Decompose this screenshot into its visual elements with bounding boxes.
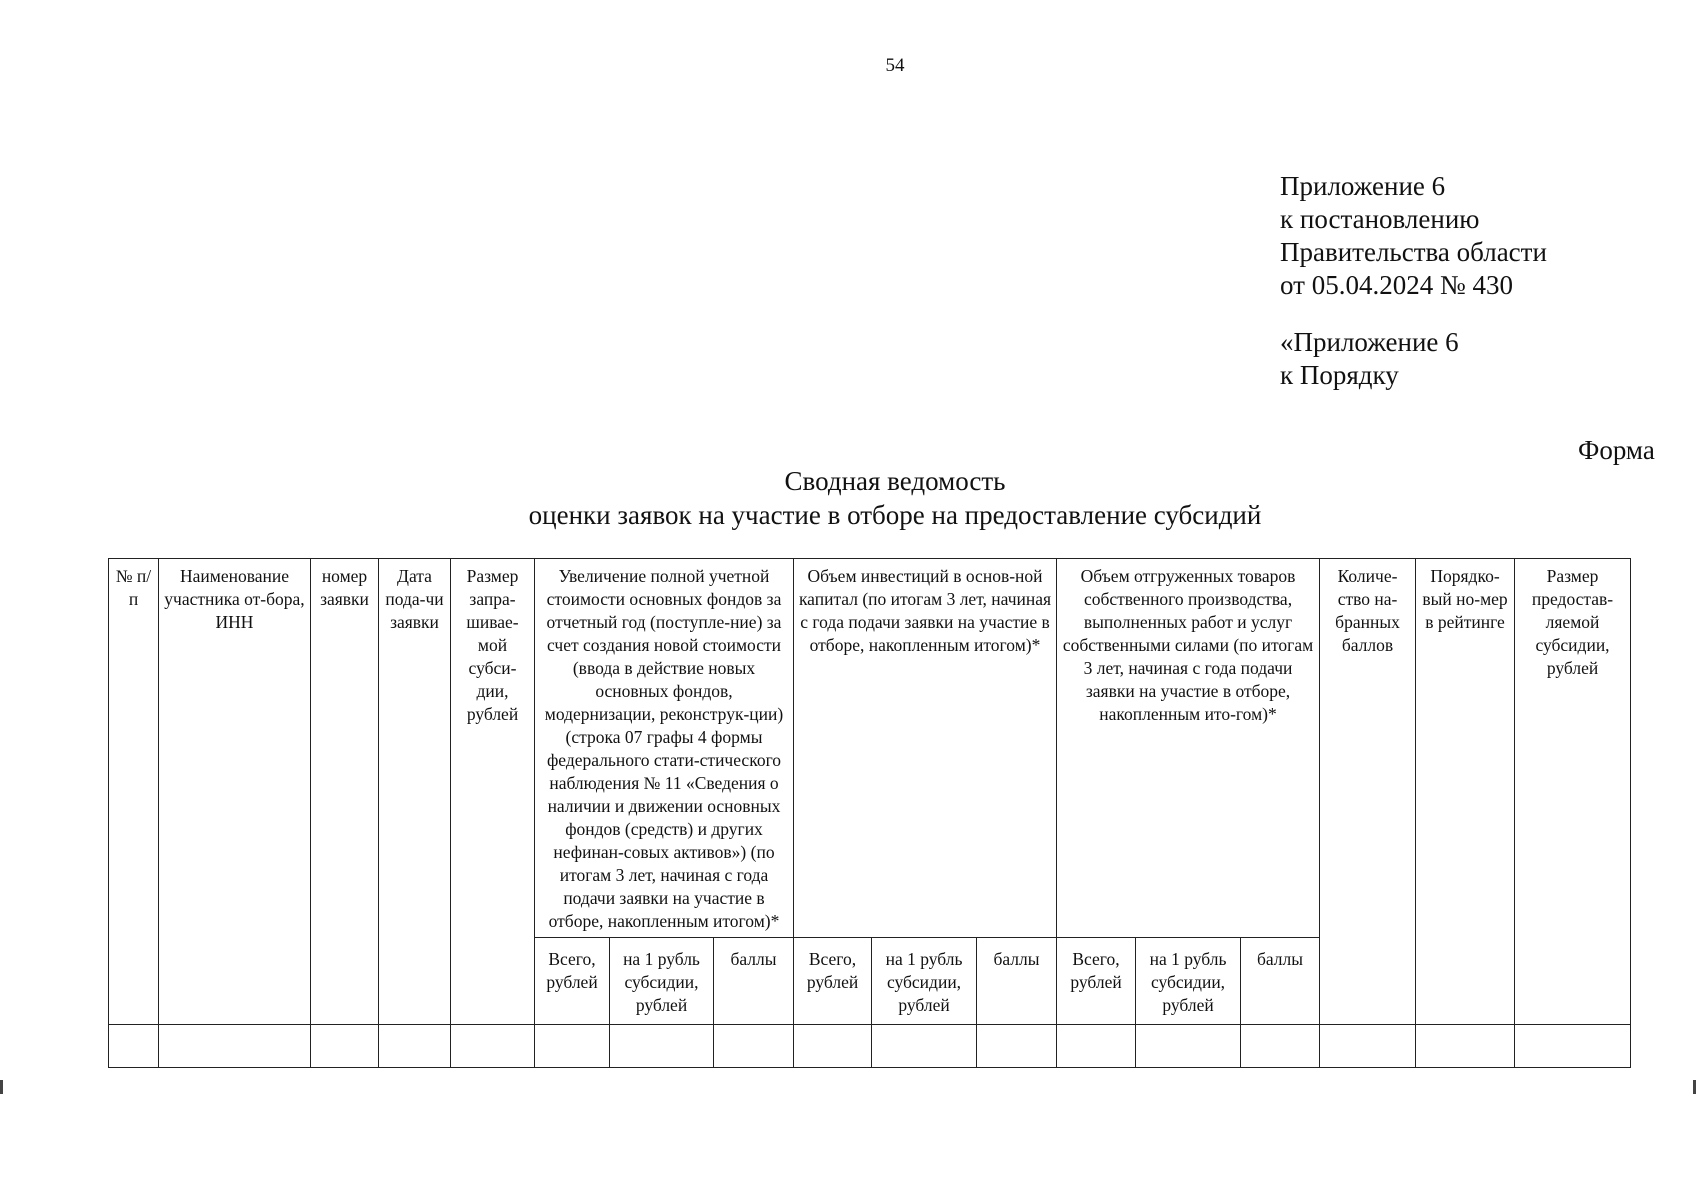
header-cost-increase: Увеличение полной учетной стоимости основных фондов за отчетный год (поступле-ние) за счет создания новой стоимости (ввода в действие новых основных фондов, модернизации, реконструк-ции) (строка 07 графы 4 формы федерального стати-стического наблюдения № 11 «Сведения о наличии и движении основных фондов (средств) и других нефинан-совых активов») (по итогам 3 лет, начиная с года подачи заявки на участие в отборе, накопленным итогом)* xyxy=(535,559,794,938)
table-cell xyxy=(1416,1025,1515,1068)
summary-table xyxy=(108,558,1631,1068)
table-cell xyxy=(379,1025,451,1068)
header-rank: Порядко-вый но-мер в рейтинге xyxy=(1416,559,1515,1025)
table-row xyxy=(109,1025,1631,1068)
appendix-line: Приложение 6 xyxy=(1280,171,1446,201)
appendix-block xyxy=(1280,170,1547,392)
table-cell xyxy=(1057,1025,1136,1068)
table-cell xyxy=(872,1025,977,1068)
form-label: Форма xyxy=(1578,435,1655,465)
table-cell xyxy=(451,1025,535,1068)
subheader-per-ruble: на 1 рубль субсидии, рублей xyxy=(872,938,977,1025)
header-app-number: номер заявки xyxy=(311,559,379,1025)
table-cell xyxy=(109,1025,159,1068)
page-number: 54 xyxy=(885,55,905,76)
table-cell xyxy=(714,1025,794,1068)
header-num: № п/п xyxy=(109,559,159,1025)
header-shipped: Объем отгруженных товаров собственного производства, выполненных работ и услуг собственными силами (по итогам 3 лет, начиная с года подачи заявки на участие в отборе, накопленным ито-гом)* xyxy=(1057,559,1320,938)
appendix-line: к постановлению xyxy=(1280,204,1480,234)
document-title xyxy=(0,464,1697,532)
table-cell xyxy=(311,1025,379,1068)
subheader-points: баллы xyxy=(714,938,794,1025)
subheader-total: Всего, рублей xyxy=(794,938,872,1025)
header-row xyxy=(109,559,1631,938)
table-cell xyxy=(794,1025,872,1068)
scan-edge-mark xyxy=(1693,1080,1696,1094)
subheader-points: баллы xyxy=(977,938,1057,1025)
title-line: Сводная ведомость xyxy=(784,466,1006,496)
header-participant: Наименование участника от-бора, ИНН xyxy=(159,559,311,1025)
header-points-total: Количе-ство на-бранных баллов xyxy=(1320,559,1416,1025)
title-line: оценки заявок на участие в отборе на предоставление субсидий xyxy=(528,500,1262,530)
table-cell xyxy=(1515,1025,1631,1068)
table-cell xyxy=(159,1025,311,1068)
appendix-line: к Порядку xyxy=(1280,360,1399,390)
table-cell xyxy=(977,1025,1057,1068)
subheader-points: баллы xyxy=(1241,938,1320,1025)
table-cell xyxy=(535,1025,610,1068)
header-investment: Объем инвестиций в основ-ной капитал (по итогам 3 лет, начиная с года подачи заявки на участие в отборе, накопленным итогом)* xyxy=(794,559,1057,938)
subheader-per-ruble: на 1 рубль субсидии, рублей xyxy=(610,938,714,1025)
header-date: Дата пода-чи заявки xyxy=(379,559,451,1025)
appendix-line: Правительства области xyxy=(1280,237,1547,267)
table-cell xyxy=(1241,1025,1320,1068)
scan-edge-mark xyxy=(0,1080,3,1094)
table-cell xyxy=(1320,1025,1416,1068)
subheader-total: Всего, рублей xyxy=(1057,938,1136,1025)
appendix-line: «Приложение 6 xyxy=(1280,327,1459,357)
subheader-total: Всего, рублей xyxy=(535,938,610,1025)
subheader-per-ruble: на 1 рубль субсидии, рублей xyxy=(1136,938,1241,1025)
table-cell xyxy=(1136,1025,1241,1068)
table-cell xyxy=(610,1025,714,1068)
appendix-line: от 05.04.2024 № 430 xyxy=(1280,270,1513,300)
header-granted: Размер предостав-ляемой субсидии, рублей xyxy=(1515,559,1631,1025)
header-requested: Размер запра-шивае-мой субси-дии, рублей xyxy=(451,559,535,1025)
